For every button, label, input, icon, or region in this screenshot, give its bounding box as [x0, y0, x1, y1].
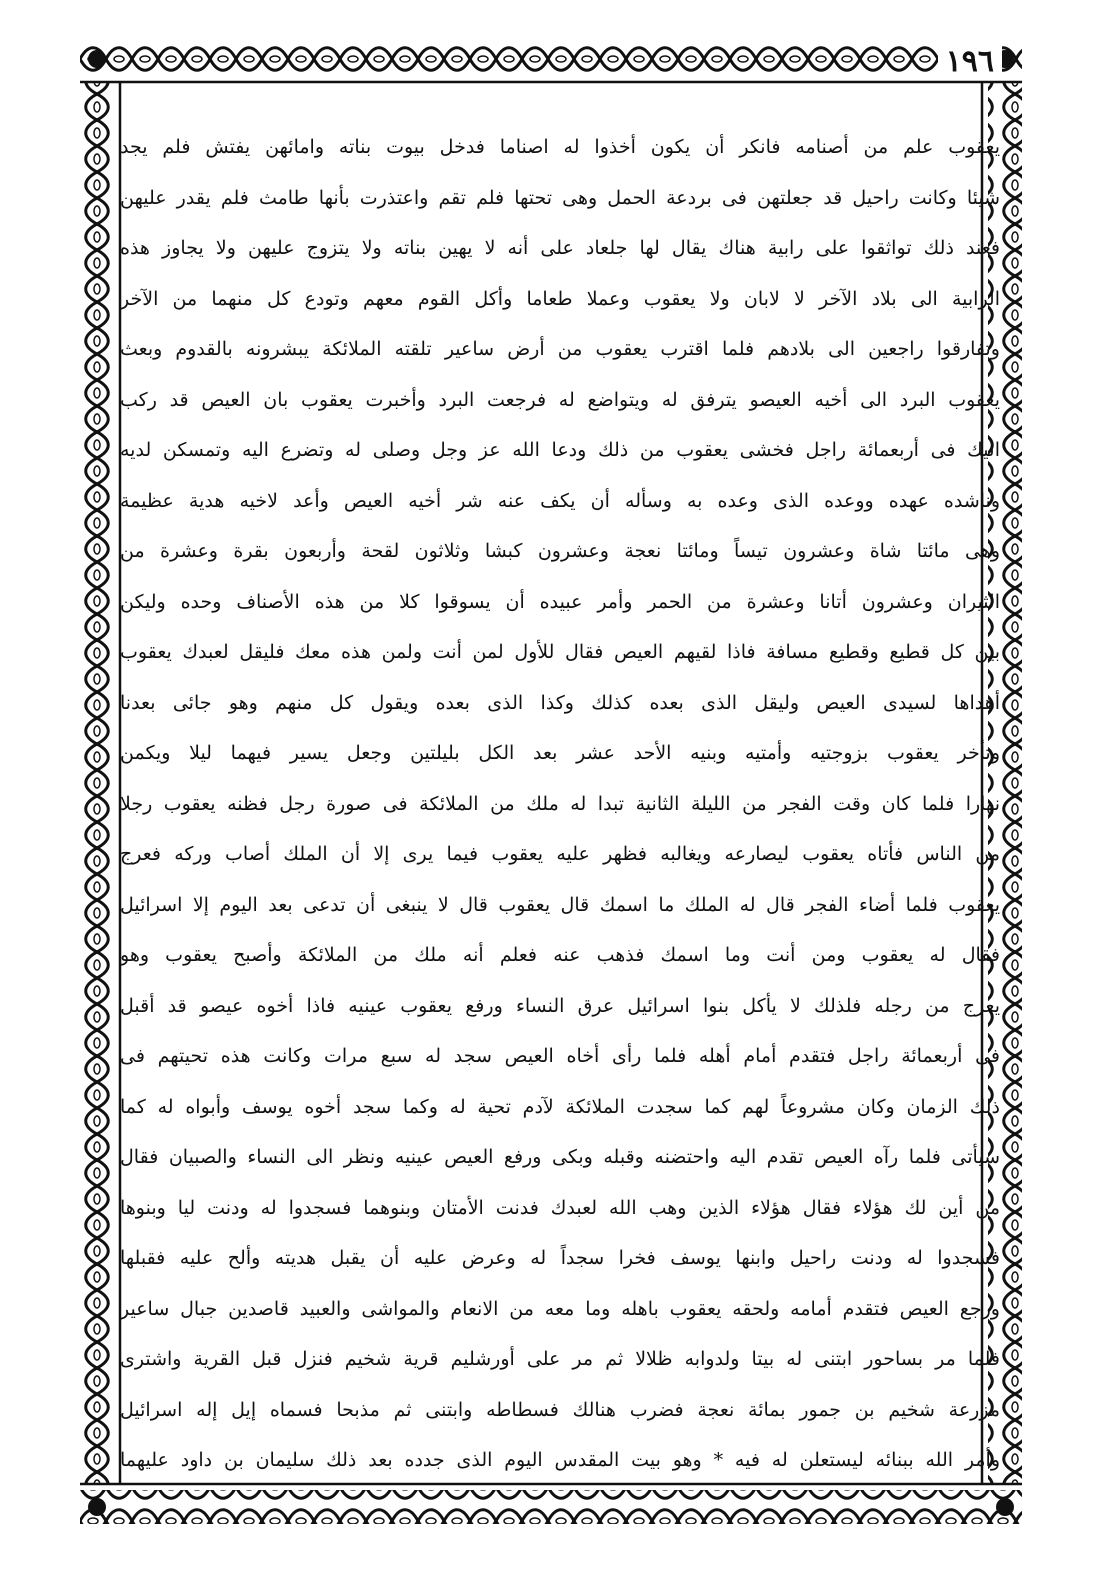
text-line: بين كل قطيع وقطيع مسافة فاذا لقيهم العيص فقال للأول لمن أنت ولمن هذه معك فليقل لعبدك يعقوب [120, 641, 1000, 663]
text-line: فى أربعمائة راجل فتقدم أمام أهله فلما رأى أخاه العيص سجد له سبع مرات وكانت هذه تحيتهم فى [120, 1045, 1000, 1067]
text-line: وأمر الله ببنائه ليستعلن له فيه * وهو بيت المقدس اليوم الذى جدده بعد ذلك سليمان بن داود عليهما [120, 1449, 1000, 1471]
text-line: فعند ذلك تواثقوا على رابية هناك يقال لها جلعاد على أنه لا يهين بناته ولا يتزوج عليهن ولا يجاوز هذه [120, 237, 1000, 259]
text-line: ورجع العيص فتقدم أمامه ولحقه يعقوب باهله وما معه من الانعام والمواشى والعبيد قاصدين جبال ساعير [120, 1297, 1000, 1320]
text-line: من الناس فأتاه يعقوب ليصارعه ويغالبه فظهر عليه يعقوب فيما يرى إلا أن الملك أصاب وركه فعرج [120, 843, 1000, 865]
text-line: يعقوب البرد الى أخيه العيصو يترفق له ويتواضع له فرجعت البرد وأخبرت يعقوب بان العيص قد ركب [120, 388, 1000, 411]
text-line: من أين لك هؤلاء فقال هؤلاء الذين وهب الله لعبدك فدنت الأمتان وبنوهما فسجدوا له ودنت ليا وبنوها [120, 1196, 1000, 1219]
text-line: شيئا وكانت راحيل قد جعلتهن فى بردعة الحمل وهى تحتها فلم تقم واعتذرت بأنها طامث فلم يقدر عليهن [120, 186, 1000, 209]
page-number: ١٩٦ [938, 44, 1002, 80]
text-line: اليك فى أربعمائة راجل فخشى يعقوب من ذلك ودعا الله عز وجل وصلى له وتضرع اليه وتمسكن لديه [120, 439, 1000, 461]
text-line: مزرعة شخيم بن جمور بمائة نعجة فضرب هنالك فسطاطه وابتنى ثم مذبحا فسماه إيل إله اسرائيل [120, 1398, 1000, 1421]
text-line: ذلك الزمان وكان مشروعاً لهم كما سجدت الملائكة لآدم تحية له وكما سجد أخوه يوسف وأبواه له كما [120, 1095, 1000, 1118]
text-line: يعقوب فلما أضاء الفجر قال له الملك ما اسمك قال يعقوب قال لا ينبغى أن تدعى بعد اليوم إلا اسرائيل [120, 893, 1000, 916]
text-line: فسجدوا له ودنت راحيل وابنها يوسف فخرا سجداً له وعرض عليه أن يقبل هديته وألح عليه فقبلها [120, 1247, 1000, 1269]
text-line: وتأخر يعقوب بزوجتيه وأمتيه وبنيه الأحد عشر بعد الكل بليلتين وجعل يسير فيهما ليلا ويكمن [120, 742, 1000, 764]
text-line: وهى مائتا شاة وعشرون تيساً ومائتا نعجة وعشرون كبشا وثلاثون لقحة وأربعون بقرة وعشرة من [120, 540, 1000, 562]
text-line: سيأتى فلما رآه العيص تقدم اليه واحتضنه وقبله وبكى ورفع العيص عينيه ونظر الى النساء والصبيان فقال [120, 1146, 1000, 1168]
text-line: الرابية الى بلاد الآخر لا لابان ولا يعقوب وعملا طعاما وأكل القوم معهم وتودع كل منهما من الآخر [120, 287, 1000, 310]
text-line: الثيران وعشرون أتانا وعشرة من الحمر وأمر عبيده أن يسوقوا كلا من هذه الأصناف وحده وليكن [120, 590, 1000, 613]
text-line: فقال له يعقوب ومن أنت وما اسمك فذهب عنه فعلم أنه ملك من الملائكة وأصبح يعقوب وهو [120, 944, 1000, 966]
text-line: فلما مر بساحور ابتنى له بيتا ولدوابه ظلالا ثم مر على أورشليم قرية شخيم فنزل قبل القرية واشترى [120, 1348, 1000, 1370]
body-text [120, 122, 1000, 1486]
text-line: نهارا فلما كان وقت الفجر من الليلة الثانية تبدا له ملك من الملائكة فى صورة رجل فظنه يعقوب رجلا [120, 792, 1000, 815]
text-line: أهداها لسيدى العيص وليقل الذى بعده كذلك وكذا الذى بعده ويقول كل منهم وهو جائى بعدنا [120, 691, 1000, 714]
text-line: وناشده عهده ووعده الذى وعده به وسأله أن يكف عنه شر أخيه العيص وأعد لاخيه هدية عظيمة [120, 489, 1000, 512]
text-line: يعقوب علم من أصنامه فانكر أن يكون أخذوا له اصناما فدخل بيوت بناته وامائهن يفتش فلم يجد [120, 136, 1000, 158]
text-line: يعرج من رجله فلذلك لا يأكل بنوا اسرائيل عرق النساء ورفع يعقوب عينيه فاذا أخوه عيصو قد أقبل [120, 994, 1000, 1017]
text-line: وتفارقوا راجعين الى بلادهم فلما اقترب يعقوب من أرض ساعير تلقته الملائكة يبشرونه بالقدوم وبعث [120, 338, 1000, 360]
